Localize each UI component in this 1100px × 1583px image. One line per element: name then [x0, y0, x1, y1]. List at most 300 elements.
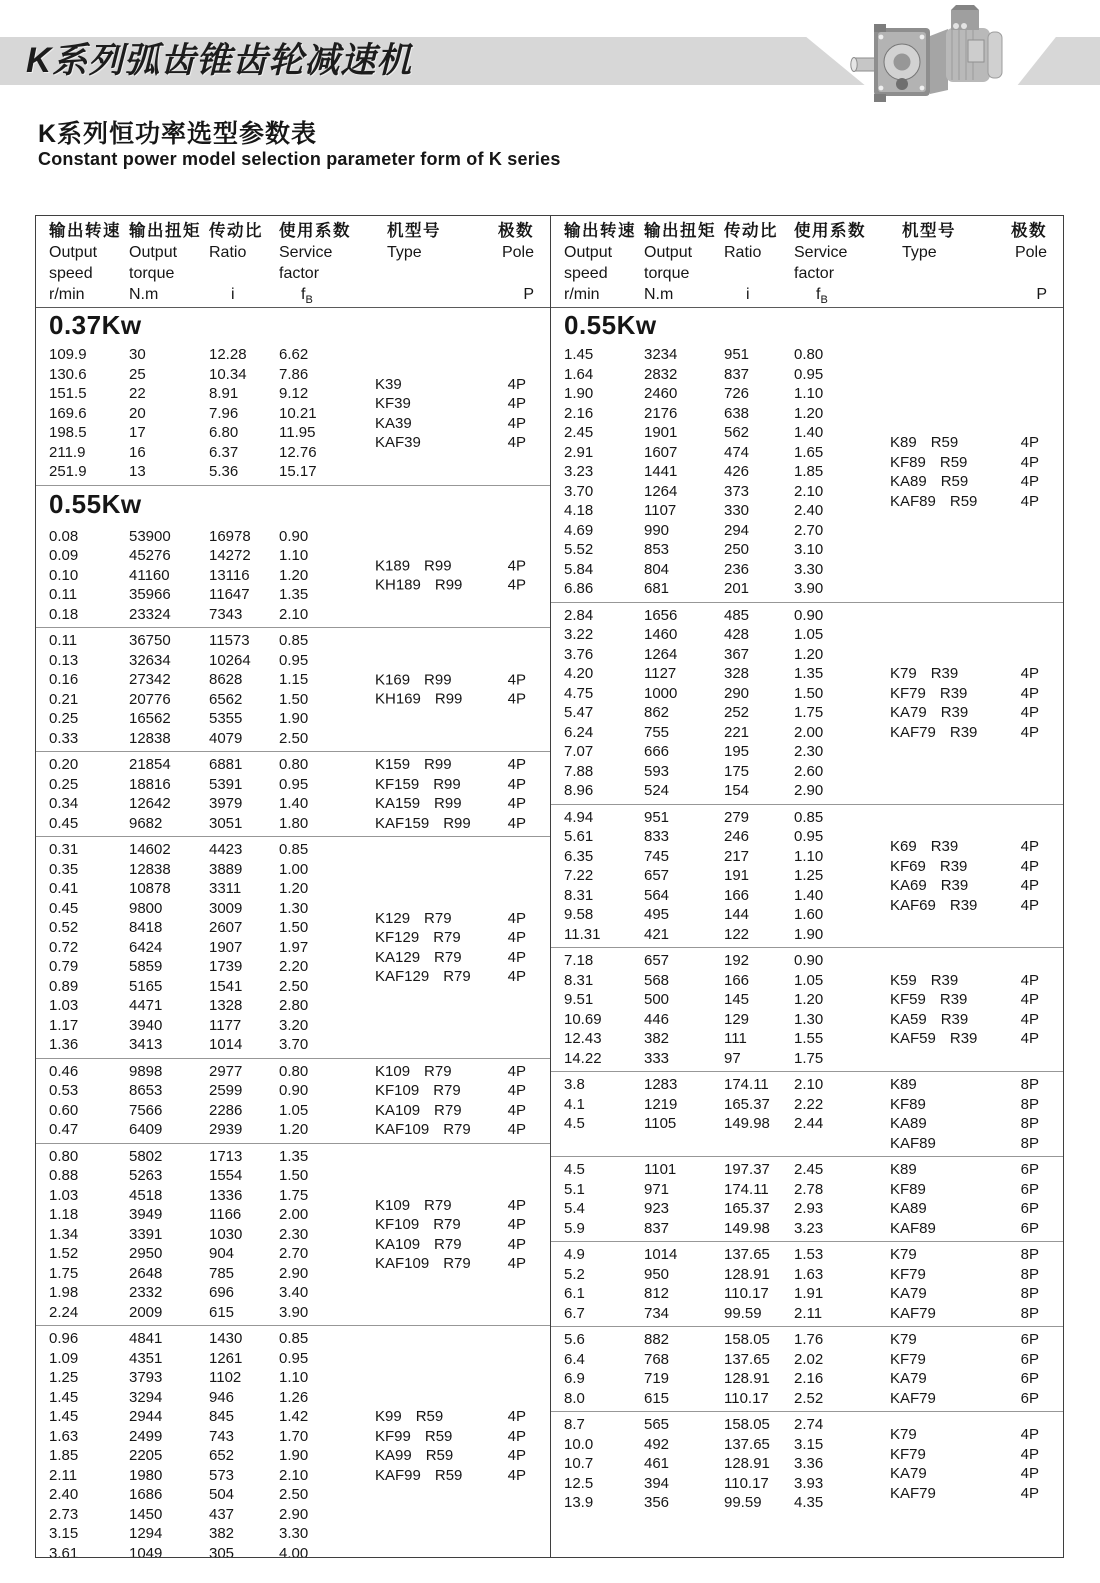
type-row — [890, 971, 1039, 991]
type-name: K89 — [890, 434, 917, 451]
cell-service-factor: 1.35 — [279, 1147, 309, 1165]
cell-output-torque: 5802 — [129, 1147, 163, 1165]
header-en-speed: Output — [49, 244, 98, 261]
type-name: KF69 — [890, 857, 926, 875]
type-name: KA99 — [375, 1447, 412, 1465]
header-en-ratio: Ratio — [209, 244, 247, 261]
cell-ratio: 16978 — [209, 527, 251, 545]
type-pole: 4P — [507, 948, 526, 966]
cell-output-speed: 12.43 — [564, 1030, 602, 1048]
cell-output-speed: 4.5 — [564, 1161, 585, 1179]
type-variant-code: R79 — [443, 1255, 471, 1272]
cell-service-factor: 1.10 — [279, 547, 309, 565]
cell-ratio: 149.98 — [724, 1219, 770, 1237]
type-pole: 8P — [1020, 1076, 1039, 1094]
cell-service-factor: 1.10 — [794, 385, 824, 403]
cell-service-factor: 11.95 — [279, 424, 316, 442]
data-row — [36, 1303, 550, 1323]
type-pole: 4P — [507, 576, 526, 594]
cell-ratio: 504 — [209, 1486, 235, 1504]
cell-service-factor: 2.60 — [794, 762, 824, 780]
data-block — [551, 602, 1063, 804]
type-row — [890, 723, 1039, 743]
cell-output-torque: 681 — [644, 580, 670, 598]
type-row — [375, 1081, 526, 1101]
banner-accent-band — [1002, 37, 1100, 85]
type-name: K99 — [375, 1408, 402, 1426]
data-row — [36, 1147, 550, 1167]
cell-output-torque: 768 — [644, 1350, 670, 1368]
cell-service-factor: 0.90 — [794, 606, 824, 624]
cell-output-torque: 9800 — [129, 899, 163, 917]
cell-output-speed: 0.46 — [49, 1062, 79, 1080]
cell-output-speed: 1.17 — [49, 1016, 79, 1034]
type-name: KAF89 — [890, 1134, 936, 1152]
header-en-type: Type — [902, 244, 937, 261]
header-zh-torque: 输出扭矩 — [644, 222, 716, 240]
type-name: KF129 — [375, 929, 420, 946]
cell-output-torque: 1460 — [644, 626, 678, 644]
cell-ratio: 330 — [724, 502, 750, 520]
type-row — [375, 1120, 526, 1140]
cell-service-factor: 1.91 — [794, 1285, 824, 1303]
cell-ratio: 99.59 — [724, 1494, 762, 1512]
cell-service-factor: 1.53 — [794, 1246, 824, 1264]
data-row — [36, 462, 550, 482]
type-list — [375, 908, 526, 986]
cell-ratio: 1030 — [209, 1225, 243, 1243]
cell-ratio: 294 — [724, 521, 750, 539]
type-variant-code: R79 — [434, 948, 462, 966]
type-name: KF89 — [890, 1095, 926, 1113]
cell-output-speed: 1.03 — [49, 1186, 79, 1204]
data-block — [551, 947, 1063, 1071]
power-section — [36, 308, 550, 485]
type-variant-code: R39 — [940, 704, 969, 722]
cell-service-factor: 1.25 — [794, 867, 824, 885]
type-pole: 6P — [1020, 1161, 1039, 1179]
cell-ratio: 3889 — [209, 860, 243, 878]
cell-ratio: 137.65 — [724, 1435, 770, 1453]
type-pole: 6P — [1020, 1180, 1039, 1198]
cell-output-speed: 1.45 — [564, 346, 594, 364]
cell-ratio: 328 — [724, 665, 750, 683]
cell-output-speed: 1.98 — [49, 1284, 79, 1302]
type-row — [375, 690, 526, 710]
cell-output-speed: 4.20 — [564, 665, 594, 683]
type-pole: 4P — [507, 1255, 526, 1272]
cell-output-torque: 20776 — [129, 690, 171, 708]
data-block — [36, 1058, 550, 1143]
cell-service-factor: 1.60 — [794, 906, 824, 924]
header-en-torque: Output — [129, 244, 178, 261]
type-pole: 4P — [507, 1121, 526, 1139]
type-name: KAF39 — [375, 434, 421, 451]
cell-service-factor: 3.90 — [279, 1303, 309, 1321]
cell-output-speed: 1.45 — [49, 1408, 79, 1426]
type-name: KA109 — [375, 1101, 421, 1119]
data-row — [551, 1350, 1063, 1370]
cell-output-speed: 0.10 — [49, 566, 79, 584]
cell-output-speed: 1.52 — [49, 1245, 79, 1263]
header-col-type — [375, 221, 472, 307]
type-row — [375, 433, 526, 453]
cell-ratio: 99.59 — [724, 1304, 762, 1322]
cell-output-torque: 421 — [644, 925, 670, 943]
cell-output-speed: 11.31 — [564, 925, 601, 943]
type-pole: 8P — [1020, 1246, 1039, 1264]
cell-output-speed: 4.69 — [564, 521, 594, 539]
cell-output-speed: 2.11 — [49, 1466, 78, 1484]
cell-ratio: 128.91 — [724, 1455, 770, 1473]
cell-ratio: 3051 — [209, 814, 243, 832]
data-row — [36, 1368, 550, 1388]
type-variant-code: R59 — [415, 1408, 444, 1426]
cell-output-speed: 5.2 — [564, 1265, 585, 1283]
cell-ratio: 382 — [209, 1525, 235, 1543]
cell-output-torque: 1049 — [129, 1544, 163, 1558]
type-name: K129 — [375, 909, 411, 927]
cell-output-speed: 6.1 — [564, 1285, 585, 1303]
type-row — [375, 794, 526, 814]
cell-ratio: 951 — [724, 346, 750, 364]
cell-service-factor: 3.30 — [279, 1525, 309, 1543]
type-name: KAF79 — [890, 1484, 936, 1502]
type-pole: 4P — [1020, 492, 1039, 510]
type-pole: 4P — [507, 1447, 526, 1465]
cell-output-speed: 0.35 — [49, 860, 79, 878]
cell-output-torque: 882 — [644, 1331, 670, 1349]
cell-service-factor: 2.90 — [279, 1264, 309, 1282]
data-row — [551, 1180, 1063, 1200]
cell-output-speed: 0.18 — [49, 605, 79, 623]
cell-output-speed: 4.75 — [564, 684, 594, 702]
cell-output-torque: 1283 — [644, 1076, 678, 1094]
type-pole: 4P — [507, 1196, 526, 1214]
type-variant-code: R99 — [434, 795, 462, 813]
data-row — [551, 1095, 1063, 1115]
cell-output-torque: 5165 — [129, 977, 163, 995]
cell-output-speed: 5.1 — [564, 1180, 585, 1198]
cell-output-torque: 27342 — [129, 671, 171, 689]
cell-service-factor: 2.90 — [794, 782, 824, 800]
cell-output-torque: 16562 — [129, 710, 171, 728]
cell-output-speed: 1.75 — [49, 1264, 79, 1282]
type-row — [375, 775, 526, 795]
type-pole: 4P — [1020, 684, 1039, 702]
cell-ratio: 7.96 — [209, 404, 239, 422]
cell-output-torque: 2332 — [129, 1284, 163, 1302]
type-name: KA109 — [375, 1235, 421, 1253]
data-row — [551, 345, 1063, 365]
cell-output-speed: 4.94 — [564, 808, 594, 826]
power-rating-heading: 0.55Kw — [49, 489, 142, 519]
type-variant-code: R59 — [930, 434, 959, 451]
header-col-ratio — [724, 221, 794, 307]
cell-ratio: 174.11 — [724, 1076, 769, 1094]
type-variant-code: R59 — [434, 1466, 463, 1484]
type-name: KAF59 — [890, 1030, 936, 1048]
cell-service-factor: 1.30 — [279, 899, 309, 917]
cell-output-torque: 22 — [129, 385, 146, 403]
cell-service-factor: 2.70 — [794, 521, 824, 539]
data-row — [551, 1049, 1063, 1069]
type-name: KAF79 — [890, 1304, 936, 1322]
cell-output-speed: 0.60 — [49, 1101, 79, 1119]
cell-ratio: 97 — [724, 1049, 741, 1067]
header-zh-speed: 输出转速 — [564, 222, 636, 240]
cell-ratio: 137.65 — [724, 1350, 770, 1368]
cell-ratio: 6.80 — [209, 424, 239, 442]
type-name: KA89 — [890, 1200, 927, 1218]
type-pole: 4P — [507, 775, 526, 793]
cell-ratio: 10.34 — [209, 365, 247, 383]
cell-output-speed: 7.18 — [564, 952, 594, 970]
cell-output-torque: 812 — [644, 1285, 670, 1303]
cell-ratio: 573 — [209, 1466, 235, 1484]
header-unit-speed: r/min — [564, 286, 600, 303]
cell-output-torque: 1107 — [644, 502, 677, 520]
cell-service-factor: 12.76 — [279, 443, 317, 461]
type-name: K59 — [890, 971, 917, 989]
cell-ratio: 165.37 — [724, 1095, 770, 1113]
cell-output-speed: 3.70 — [564, 482, 594, 500]
cell-output-speed: 0.88 — [49, 1167, 79, 1185]
cell-service-factor: 3.30 — [794, 560, 824, 578]
type-variant-code: R79 — [434, 1235, 462, 1253]
cell-ratio: 197.37 — [724, 1161, 770, 1179]
cell-output-speed: 1.36 — [49, 1036, 79, 1054]
cell-output-torque: 666 — [644, 743, 670, 761]
data-row — [551, 1134, 1063, 1154]
type-name: KAF89 — [890, 492, 936, 510]
cell-output-torque: 2009 — [129, 1303, 163, 1321]
cell-service-factor: 1.00 — [279, 860, 309, 878]
cell-output-torque: 1014 — [644, 1246, 678, 1264]
type-name: KAF69 — [890, 896, 936, 914]
type-pole: 6P — [1020, 1200, 1039, 1218]
data-row — [551, 1284, 1063, 1304]
type-variant-code: R79 — [433, 1082, 461, 1100]
cell-service-factor: 1.10 — [279, 1369, 309, 1387]
header-unit-type — [387, 284, 472, 305]
cell-service-factor: 1.20 — [279, 566, 309, 584]
power-section — [36, 485, 550, 1559]
cell-ratio: 144 — [724, 906, 750, 924]
type-name: KH189 — [375, 576, 421, 594]
type-pole: 6P — [1020, 1389, 1039, 1407]
cell-output-speed: 1.03 — [49, 997, 79, 1015]
cell-output-torque: 492 — [644, 1435, 670, 1453]
header-zh-speed: 输出转速 — [49, 222, 121, 240]
cell-service-factor: 1.50 — [279, 690, 309, 708]
type-pole: 4P — [1020, 1426, 1039, 1443]
type-list — [375, 1195, 526, 1273]
cell-service-factor: 0.80 — [794, 346, 824, 364]
cell-service-factor: 1.20 — [279, 1121, 309, 1139]
cell-ratio: 3311 — [209, 880, 242, 898]
cell-ratio: 250 — [724, 541, 750, 559]
data-block — [551, 1326, 1063, 1411]
cell-service-factor: 3.40 — [279, 1284, 309, 1302]
type-variant-code: R59 — [940, 473, 969, 490]
cell-output-torque: 45276 — [129, 547, 171, 565]
header-en-pole: Pole — [501, 244, 534, 261]
cell-ratio: 166 — [724, 886, 750, 904]
type-row — [375, 556, 526, 576]
data-block — [36, 1325, 550, 1558]
type-row — [890, 472, 1039, 492]
cell-output-speed: 10.0 — [564, 1435, 594, 1453]
cell-service-factor: 1.50 — [279, 1167, 309, 1185]
cell-output-speed: 5.6 — [564, 1331, 585, 1349]
cell-service-factor: 0.80 — [279, 1062, 309, 1080]
header-zh-torque: 输出扭矩 — [129, 222, 201, 240]
type-name: KA79 — [890, 1285, 927, 1303]
cell-output-torque: 1127 — [644, 665, 677, 683]
type-name: K169 — [375, 671, 411, 689]
cell-service-factor: 1.40 — [279, 795, 309, 813]
cell-output-speed: 0.47 — [49, 1121, 79, 1139]
cell-output-torque: 4841 — [129, 1330, 163, 1348]
cell-ratio: 8.91 — [209, 385, 239, 403]
header-en2-type — [902, 263, 985, 284]
type-row — [375, 908, 526, 928]
type-name: KF109 — [375, 1082, 420, 1100]
cell-output-speed: 1.09 — [49, 1349, 79, 1367]
cell-output-speed: 0.31 — [49, 841, 79, 859]
data-row — [551, 1160, 1063, 1180]
cell-output-torque: 18816 — [129, 775, 171, 793]
type-variant-code: R79 — [433, 929, 461, 946]
type-row — [375, 1062, 526, 1082]
cell-ratio: 12.28 — [209, 346, 247, 364]
cell-output-speed: 0.11 — [49, 632, 78, 650]
cell-output-torque: 1656 — [644, 606, 678, 624]
cell-output-speed: 0.20 — [49, 756, 79, 774]
header-col-speed — [49, 221, 129, 307]
cell-ratio: 373 — [724, 482, 750, 500]
cell-output-torque: 1450 — [129, 1505, 163, 1523]
table-right-half — [550, 216, 1063, 1557]
type-list — [890, 971, 1039, 1049]
header-zh-type: 机型号 — [902, 222, 956, 240]
type-variant-code: R39 — [939, 991, 968, 1009]
type-pole: 4P — [507, 756, 526, 774]
type-variant-code: R99 — [433, 775, 461, 793]
cell-service-factor: 1.90 — [279, 1447, 309, 1465]
type-variant-code: R79 — [433, 1216, 461, 1233]
cell-output-torque: 1441 — [644, 463, 678, 481]
cell-output-torque: 3294 — [129, 1388, 163, 1406]
data-row — [36, 631, 550, 651]
cell-output-torque: 500 — [644, 991, 670, 1009]
type-pole: 4P — [507, 414, 526, 432]
cell-output-torque: 568 — [644, 971, 670, 989]
header-col-type — [890, 221, 985, 307]
type-row — [375, 1446, 526, 1466]
cell-output-torque: 755 — [644, 723, 670, 741]
cell-service-factor: 4.35 — [794, 1494, 824, 1512]
cell-output-torque: 833 — [644, 828, 670, 846]
type-row — [890, 684, 1039, 704]
cell-ratio: 652 — [209, 1447, 235, 1465]
type-pole: 4P — [1020, 971, 1039, 989]
cell-output-torque: 3949 — [129, 1206, 163, 1224]
cell-output-torque: 16 — [129, 443, 146, 461]
cell-output-torque: 446 — [644, 1010, 670, 1028]
cell-service-factor: 1.35 — [794, 665, 824, 683]
type-pole: 4P — [1020, 1030, 1039, 1048]
cell-output-speed: 4.1 — [564, 1095, 585, 1113]
data-row — [551, 762, 1063, 782]
cell-service-factor: 1.65 — [794, 443, 824, 461]
header-en-factor: Service — [279, 244, 333, 261]
cell-output-torque: 2460 — [644, 385, 678, 403]
cell-service-factor: 3.93 — [794, 1474, 824, 1492]
header-unit-ratio: i — [231, 286, 235, 303]
cell-output-torque: 8653 — [129, 1082, 163, 1100]
cell-service-factor: 1.10 — [794, 847, 824, 865]
header-en2-ratio — [209, 263, 279, 284]
data-block — [36, 751, 550, 836]
cell-output-torque: 382 — [644, 1030, 670, 1048]
cell-output-torque: 6409 — [129, 1121, 163, 1139]
type-name: KF89 — [890, 1180, 926, 1198]
cell-output-speed: 2.91 — [564, 443, 594, 461]
power-rating-heading: 0.37Kw — [49, 309, 142, 340]
cell-service-factor: 1.55 — [794, 1030, 824, 1048]
cell-output-torque: 13 — [129, 463, 146, 481]
cell-ratio: 175 — [724, 762, 750, 780]
type-pole: 4P — [507, 434, 526, 451]
type-list — [375, 556, 526, 595]
type-pole: 4P — [1020, 723, 1039, 741]
type-variant-code: R39 — [939, 857, 968, 875]
cell-service-factor: 2.22 — [794, 1095, 824, 1113]
type-name: KF79 — [890, 1445, 926, 1463]
type-variant-code: R99 — [424, 671, 452, 689]
cell-output-speed: 6.9 — [564, 1370, 585, 1388]
cell-output-speed: 130.6 — [49, 365, 87, 383]
header-col-pole — [985, 221, 1047, 307]
cell-ratio: 110.17 — [724, 1389, 769, 1407]
type-row — [375, 1215, 526, 1235]
type-row — [375, 928, 526, 948]
data-row — [36, 879, 550, 899]
type-variant-code: R99 — [434, 576, 463, 594]
type-pole: 4P — [507, 1082, 526, 1100]
type-list — [375, 755, 526, 833]
data-block — [36, 627, 550, 751]
type-name: KA69 — [890, 877, 927, 894]
cell-service-factor: 2.40 — [794, 502, 824, 520]
cell-output-torque: 25 — [129, 365, 146, 383]
header-col-torque — [129, 221, 209, 307]
cell-service-factor: 1.50 — [794, 684, 824, 702]
cell-ratio: 1336 — [209, 1186, 243, 1204]
cell-output-torque: 862 — [644, 704, 670, 722]
type-name: KA79 — [890, 704, 927, 722]
cell-output-speed: 6.86 — [564, 580, 594, 598]
data-row — [551, 404, 1063, 424]
type-pole: 4P — [507, 395, 526, 412]
type-row — [890, 664, 1039, 684]
cell-output-speed: 3.22 — [564, 626, 594, 644]
header-en2-type — [387, 263, 472, 284]
type-pole: 4P — [507, 375, 526, 393]
type-list — [375, 374, 526, 452]
